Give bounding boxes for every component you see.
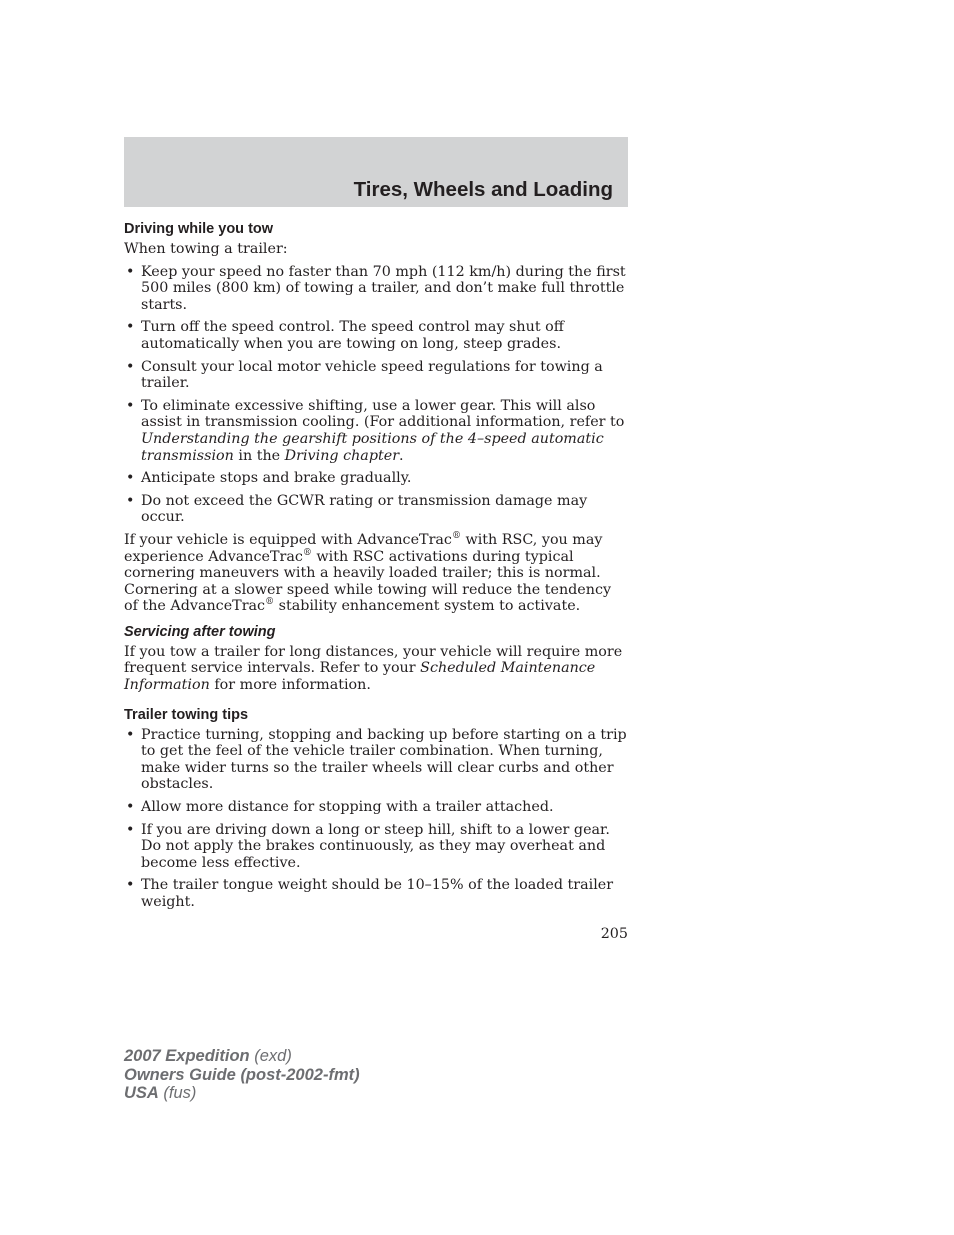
list-item: • Allow more distance for stopping with a trailer attached. (126, 799, 554, 816)
section-header-bar (124, 137, 628, 207)
list-item: • Anticipate stops and brake gradually. (126, 470, 412, 487)
heading-driving-while-you-tow: Driving while you tow (124, 221, 274, 237)
bullet-glyph: • (126, 726, 135, 743)
bullet-glyph: • (126, 877, 135, 894)
page-number: 205 (600, 926, 628, 942)
footer-line-guide: Owners Guide (post-2002-fmt) (124, 1065, 360, 1084)
bullet-glyph: • (126, 397, 135, 414)
towing-bullet-list (124, 264, 628, 526)
page-content (124, 220, 628, 917)
list-item: • If you are driving down a long or steep hill, shift to a lower gear. Do not apply the brakes continuously, as they may overheat and become less effective. (126, 821, 610, 871)
maintenance-reference: Scheduled Maintenance Information (124, 660, 596, 694)
document-footer (124, 1047, 360, 1103)
intro-text: When towing a trailer: (124, 241, 288, 257)
bullet-glyph: • (126, 799, 135, 816)
tips-bullet-list (124, 727, 628, 911)
list-item: • Consult your local motor vehicle speed regulations for towing a trailer. (126, 358, 603, 392)
heading-servicing-after-towing: Servicing after towing (124, 623, 276, 640)
cross-reference: Understanding the gearshift positions of the 4–speed automatic transmission (141, 430, 604, 464)
footer-line-region: USA (fus) (124, 1084, 197, 1102)
bullet-glyph: • (126, 492, 135, 509)
footer-line-model: 2007 Expedition (exd) (124, 1047, 292, 1065)
list-item: • Keep your speed no faster than 70 mph (112 km/h) during the first 500 miles (800 km) of towing a trailer, and don’t make full throttle starts. (126, 263, 626, 313)
list-item: • Turn off the speed control. The speed control may shut off automatically when you are towing on long, steep grades. (126, 319, 564, 352)
bullet-glyph: • (126, 358, 135, 375)
bullet-glyph: • (126, 470, 135, 487)
bullet-glyph: • (126, 263, 135, 280)
heading-trailer-towing-tips: Trailer towing tips (124, 706, 249, 723)
list-item: • Do not exceed the GCWR rating or transmission damage may occur. (126, 492, 588, 526)
servicing-paragraph: If you tow a trailer for long distances, your vehicle will require more frequent service intervals. Refer to your Scheduled Maintenance Information for more information. (124, 643, 623, 694)
bullet-glyph: • (126, 319, 135, 336)
bullet-glyph: • (126, 821, 135, 838)
chapter-reference: Driving chapter (284, 447, 400, 464)
list-item: • The trailer tongue weight should be 10–15% of the loaded trailer weight. (126, 877, 614, 910)
advancetrac-paragraph: If your vehicle is equipped with AdvanceTrac® with RSC, you may experience AdvanceTrac® with RSC activations during typical cornering maneuvers with a heavily loaded trailer; this is normal. Cornering at a slower speed while towing will reduce the tendency of the AdvanceTrac® stability enhancement system to activate. (124, 531, 612, 615)
list-item: • Practice turning, stopping and backing up before starting on a trip to get the feel of the vehicle trailer combination. When turning, make wider turns so the trailer wheels will clear curbs and other obstacles. (126, 726, 627, 793)
page-title: Tires, Wheels and Loading (353, 178, 613, 201)
list-item: • To eliminate excessive shifting, use a lower gear. This will also assist in transmission cooling. (For additional information, refer to Understanding the gearshift positions of the 4–speed automatic transmission in the Driving chapter. (126, 397, 625, 464)
